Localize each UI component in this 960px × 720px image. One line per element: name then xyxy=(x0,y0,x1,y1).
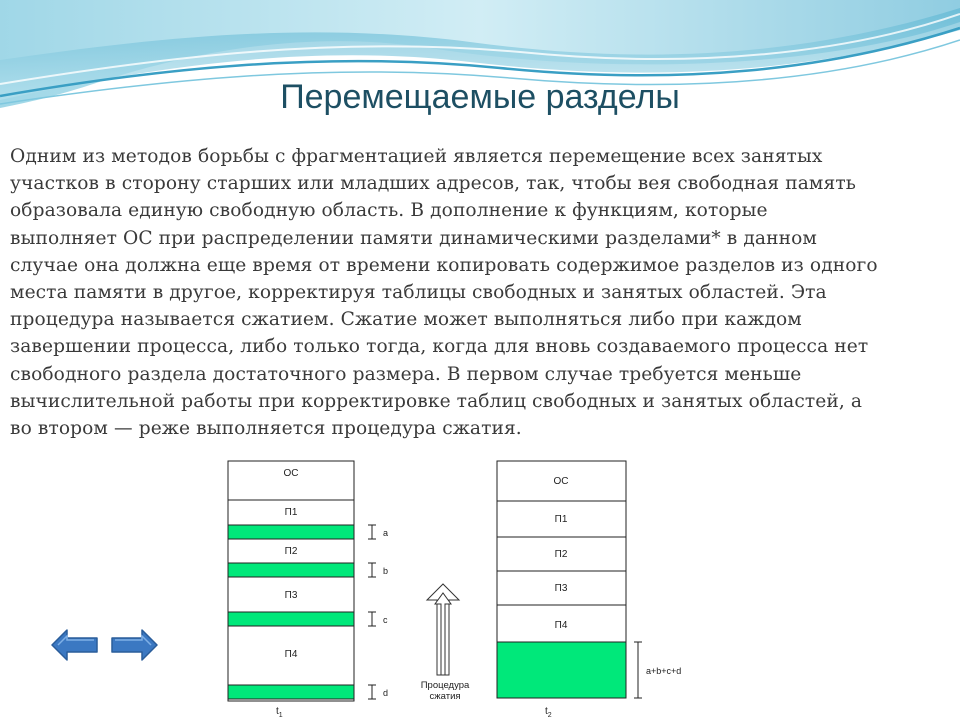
hole-label-b: b xyxy=(383,566,389,576)
block-label-p4: П4 xyxy=(554,620,568,631)
paragraph-line: Одним из методов борьбы с фрагментацией является перемещение всех занятых xyxy=(10,146,823,167)
paragraph-line: процедура называется сжатием. Сжатие может выполняться либо при каждом xyxy=(10,309,802,331)
free-size-marker xyxy=(634,642,642,698)
memory-before-column xyxy=(228,461,388,719)
free-area-label: a+b+c+d xyxy=(646,666,682,676)
time-label-t1: $t_1$ xyxy=(276,706,283,719)
body-paragraph xyxy=(10,143,945,442)
slide-title: Перемещаемые разделы xyxy=(280,78,680,116)
block-label-os: ОС xyxy=(553,476,569,487)
compaction-arrow-icon xyxy=(421,584,470,702)
paragraph-line: выполняет ОС при распределении памяти динамическими разделами* в данном xyxy=(10,227,817,249)
paragraph-line: места памяти в другое, корректируя таблицы свободных и занятых областей. Эта xyxy=(10,282,827,304)
arrow-right-icon[interactable] xyxy=(109,628,159,662)
memory-before-frame xyxy=(228,461,354,701)
paragraph-line: завершении процесса, либо только тогда, когда для вновь создаваемого процесса нет xyxy=(10,336,869,358)
block-label-p2: П2 xyxy=(554,549,568,560)
arrow-caption-line-1: Процедура xyxy=(420,680,470,691)
block-label-os: ОС xyxy=(283,468,299,479)
hole-size-markers xyxy=(368,525,376,699)
memory-after-column xyxy=(497,461,681,719)
block-label-p3: П3 xyxy=(284,590,298,601)
free-hole-b xyxy=(228,563,354,577)
paragraph-line: участков в сторону старших или младших адресов, так, чтобы вея свободная память xyxy=(10,173,856,195)
paragraph-line: во втором — реже выполняется процедура сжатия. xyxy=(10,418,522,440)
block-label-p2: П2 xyxy=(284,546,298,557)
hole-label-c: c xyxy=(383,615,388,625)
block-label-p1: П1 xyxy=(284,507,298,518)
paragraph-line: случае она должна еще время от времени копировать содержимое разделов из одного xyxy=(10,254,878,276)
free-hole-a xyxy=(228,525,354,539)
arrow-left-icon[interactable] xyxy=(50,628,100,662)
hole-label-a: a xyxy=(383,528,389,538)
block-label-p1: П1 xyxy=(554,514,568,525)
free-hole-d xyxy=(228,685,354,699)
block-label-p4: П4 xyxy=(284,649,298,660)
memory-compaction-diagram xyxy=(0,455,960,720)
paragraph-line: свободного раздела достаточного размера. В первом случае требуется меньше xyxy=(10,363,802,385)
free-hole-c xyxy=(228,612,354,626)
paragraph-line: вычислительной работы при корректировке таблиц свободных и занятых областей, а xyxy=(10,390,863,412)
block-label-p3: П3 xyxy=(554,583,568,594)
time-label-t2: $t_2$ xyxy=(545,706,552,719)
arrow-caption-line-2: сжатия xyxy=(429,691,461,702)
paragraph-line: образовала единую свободную область. В дополнение к функциям, которые xyxy=(10,200,768,222)
free-area-merged xyxy=(497,642,626,698)
hole-label-d: d xyxy=(383,688,389,698)
